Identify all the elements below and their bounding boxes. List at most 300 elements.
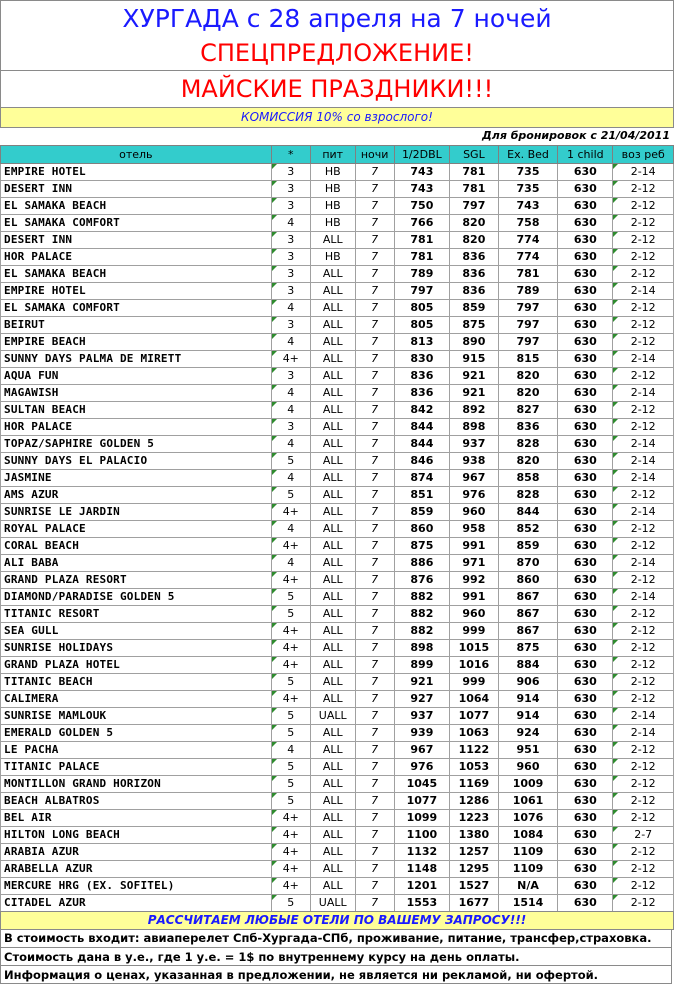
cell-extra-bed-price: 743 (498, 198, 557, 215)
cell-note-marker-icon (613, 470, 618, 475)
cell-half-dbl-price: 1077 (394, 793, 449, 810)
table-row (1, 572, 674, 589)
cell-stars: 4+ (271, 623, 310, 640)
cell-child-age: 2-12 (613, 317, 674, 334)
cell-extra-bed-price: 852 (498, 521, 557, 538)
cell-child-age: 2-12 (613, 334, 674, 351)
cell-child-age: 2-12 (613, 674, 674, 691)
cell-meal-plan: HB (310, 249, 355, 266)
cell-child-price: 630 (558, 844, 613, 861)
cell-note-marker-icon (613, 810, 618, 815)
cell-note-marker-icon (613, 198, 618, 203)
cell-hotel-name: ARABELLA AZUR (1, 861, 272, 878)
cell-note-marker-icon (272, 487, 277, 492)
cell-note-marker-icon (272, 164, 277, 169)
cell-nights: 7 (355, 487, 394, 504)
table-row (1, 368, 674, 385)
cell-meal-plan: ALL (310, 759, 355, 776)
cell-stars: 5 (271, 759, 310, 776)
cell-extra-bed-price: 914 (498, 708, 557, 725)
cell-hotel-name: EMPIRE HOTEL (1, 164, 272, 181)
custom-quote-banner: РАССЧИТАЕМ ЛЮБЫЕ ОТЕЛИ ПО ВАШЕМУ ЗАПРОСУ!!! (0, 911, 674, 930)
cell-hotel-name: HILTON LONG BEACH (1, 827, 272, 844)
cell-sgl-price: 1223 (449, 810, 498, 827)
cell-extra-bed-price: 828 (498, 436, 557, 453)
cell-child-price: 630 (558, 385, 613, 402)
cell-half-dbl-price: 766 (394, 215, 449, 232)
cell-meal-plan: ALL (310, 555, 355, 572)
cell-meal-plan: ALL (310, 606, 355, 623)
cell-hotel-name: EL SAMAKA COMFORT (1, 215, 272, 232)
cell-sgl-price: 999 (449, 623, 498, 640)
table-row (1, 810, 674, 827)
table-row (1, 470, 674, 487)
cell-half-dbl-price: 789 (394, 266, 449, 283)
column-header-child: 1 child (558, 146, 613, 164)
table-row (1, 266, 674, 283)
cell-child-age: 2-12 (613, 402, 674, 419)
cell-stars: 5 (271, 453, 310, 470)
cell-stars: 4 (271, 470, 310, 487)
cell-meal-plan: ALL (310, 470, 355, 487)
cell-nights: 7 (355, 555, 394, 572)
cell-hotel-name: AQUA FUN (1, 368, 272, 385)
cell-hotel-name: DESERT INN (1, 232, 272, 249)
cell-sgl-price: 921 (449, 385, 498, 402)
cell-half-dbl-price: 927 (394, 691, 449, 708)
cell-note-marker-icon (613, 878, 618, 883)
cell-child-age: 2-12 (613, 181, 674, 198)
cell-sgl-price: 991 (449, 538, 498, 555)
cell-note-marker-icon (272, 521, 277, 526)
cell-sgl-price: 1016 (449, 657, 498, 674)
cell-note-marker-icon (613, 793, 618, 798)
cell-note-marker-icon (272, 453, 277, 458)
cell-nights: 7 (355, 266, 394, 283)
cell-child-price: 630 (558, 674, 613, 691)
cell-half-dbl-price: 836 (394, 385, 449, 402)
cell-stars: 4 (271, 402, 310, 419)
cell-half-dbl-price: 937 (394, 708, 449, 725)
cell-half-dbl-price: 860 (394, 521, 449, 538)
cell-stars: 5 (271, 708, 310, 725)
cell-stars: 5 (271, 606, 310, 623)
cell-child-price: 630 (558, 164, 613, 181)
price-table (0, 145, 674, 912)
cell-hotel-name: DIAMOND/PARADISE GOLDEN 5 (1, 589, 272, 606)
cell-note-marker-icon (613, 827, 618, 832)
table-row (1, 232, 674, 249)
cell-meal-plan: ALL (310, 878, 355, 895)
table-row (1, 589, 674, 606)
cell-child-price: 630 (558, 351, 613, 368)
cell-nights: 7 (355, 725, 394, 742)
cell-stars: 4 (271, 215, 310, 232)
cell-nights: 7 (355, 402, 394, 419)
cell-child-price: 630 (558, 691, 613, 708)
cell-sgl-price: 992 (449, 572, 498, 589)
cell-hotel-name: EMERALD GOLDEN 5 (1, 725, 272, 742)
cell-hotel-name: MERCURE HRG (EX. SOFITEL) (1, 878, 272, 895)
cell-hotel-name: HOR PALACE (1, 249, 272, 266)
cell-note-marker-icon (613, 266, 618, 271)
table-row (1, 351, 674, 368)
cell-sgl-price: 1257 (449, 844, 498, 861)
cell-child-price: 630 (558, 589, 613, 606)
cell-half-dbl-price: 1099 (394, 810, 449, 827)
cell-sgl-price: 1122 (449, 742, 498, 759)
cell-stars: 4+ (271, 351, 310, 368)
cell-note-marker-icon (272, 572, 277, 577)
cell-child-price: 630 (558, 181, 613, 198)
cell-hotel-name: SUNRISE LE JARDIN (1, 504, 272, 521)
column-header-meal: пит (310, 146, 355, 164)
cell-note-marker-icon (272, 793, 277, 798)
cell-half-dbl-price: 781 (394, 232, 449, 249)
cell-extra-bed-price: 867 (498, 589, 557, 606)
cell-half-dbl-price: 886 (394, 555, 449, 572)
cell-child-price: 630 (558, 453, 613, 470)
cell-child-price: 630 (558, 742, 613, 759)
cell-sgl-price: 960 (449, 504, 498, 521)
cell-meal-plan: ALL (310, 436, 355, 453)
cell-note-marker-icon (272, 232, 277, 237)
cell-half-dbl-price: 836 (394, 368, 449, 385)
cell-note-marker-icon (613, 691, 618, 696)
cell-meal-plan: ALL (310, 725, 355, 742)
cell-sgl-price: 971 (449, 555, 498, 572)
cell-child-price: 630 (558, 215, 613, 232)
cell-sgl-price: 836 (449, 266, 498, 283)
cell-hotel-name: EMPIRE BEACH (1, 334, 272, 351)
cell-hotel-name: LE PACHA (1, 742, 272, 759)
cell-child-age: 2-14 (613, 453, 674, 470)
cell-extra-bed-price: 789 (498, 283, 557, 300)
cell-half-dbl-price: 876 (394, 572, 449, 589)
cell-child-age: 2-14 (613, 555, 674, 572)
cell-stars: 4+ (271, 844, 310, 861)
cell-half-dbl-price: 976 (394, 759, 449, 776)
includes-note: В стоимость входит: авиаперелет Спб-Хургада-СПб, проживание, питание, трансфер,страховка. (0, 929, 672, 948)
cell-child-price: 630 (558, 640, 613, 657)
cell-meal-plan: ALL (310, 742, 355, 759)
cell-child-age: 2-12 (613, 895, 674, 912)
cell-half-dbl-price: 805 (394, 300, 449, 317)
table-row (1, 776, 674, 793)
cell-note-marker-icon (272, 555, 277, 560)
cell-note-marker-icon (272, 215, 277, 220)
cell-hotel-name: HOR PALACE (1, 419, 272, 436)
cell-child-age: 2-12 (613, 623, 674, 640)
cell-hotel-name: SUNRISE MAMLOUK (1, 708, 272, 725)
cell-child-price: 630 (558, 759, 613, 776)
cell-stars: 4 (271, 334, 310, 351)
cell-extra-bed-price: 774 (498, 232, 557, 249)
cell-nights: 7 (355, 334, 394, 351)
table-row (1, 436, 674, 453)
cell-sgl-price: 1380 (449, 827, 498, 844)
cell-stars: 4 (271, 742, 310, 759)
cell-stars: 4+ (271, 572, 310, 589)
cell-extra-bed-price: 820 (498, 368, 557, 385)
cell-note-marker-icon (272, 691, 277, 696)
cell-child-age: 2-12 (613, 266, 674, 283)
cell-meal-plan: ALL (310, 844, 355, 861)
cell-child-price: 630 (558, 895, 613, 912)
cell-note-marker-icon (272, 470, 277, 475)
cell-extra-bed-price: 774 (498, 249, 557, 266)
cell-note-marker-icon (272, 878, 277, 883)
cell-half-dbl-price: 844 (394, 419, 449, 436)
cell-nights: 7 (355, 198, 394, 215)
cell-half-dbl-price: 859 (394, 504, 449, 521)
table-row (1, 759, 674, 776)
cell-sgl-price: 781 (449, 181, 498, 198)
cell-nights: 7 (355, 453, 394, 470)
cell-child-age: 2-12 (613, 232, 674, 249)
cell-note-marker-icon (613, 606, 618, 611)
cell-extra-bed-price: 914 (498, 691, 557, 708)
cell-nights: 7 (355, 589, 394, 606)
cell-stars: 4 (271, 555, 310, 572)
cell-extra-bed-price: 859 (498, 538, 557, 555)
cell-meal-plan: ALL (310, 793, 355, 810)
cell-child-age: 2-12 (613, 691, 674, 708)
cell-nights: 7 (355, 521, 394, 538)
cell-nights: 7 (355, 623, 394, 640)
table-row (1, 657, 674, 674)
table-row (1, 487, 674, 504)
table-row (1, 555, 674, 572)
cell-extra-bed-price: 867 (498, 606, 557, 623)
cell-extra-bed-price: 1109 (498, 861, 557, 878)
cell-half-dbl-price: 1045 (394, 776, 449, 793)
cell-meal-plan: ALL (310, 640, 355, 657)
table-row (1, 538, 674, 555)
cell-nights: 7 (355, 861, 394, 878)
cell-note-marker-icon (613, 759, 618, 764)
cell-hotel-name: AMS AZUR (1, 487, 272, 504)
column-header-nights: ночи (355, 146, 394, 164)
cell-stars: 4+ (271, 657, 310, 674)
cell-sgl-price: 976 (449, 487, 498, 504)
cell-nights: 7 (355, 538, 394, 555)
table-row (1, 793, 674, 810)
cell-stars: 4 (271, 521, 310, 538)
cell-note-marker-icon (272, 589, 277, 594)
cell-nights: 7 (355, 776, 394, 793)
cell-note-marker-icon (613, 453, 618, 458)
cell-child-age: 2-12 (613, 742, 674, 759)
cell-meal-plan: ALL (310, 453, 355, 470)
cell-note-marker-icon (613, 725, 618, 730)
cell-hotel-name: BEIRUT (1, 317, 272, 334)
cell-hotel-name: MONTILLON GRAND HORIZON (1, 776, 272, 793)
cell-note-marker-icon (272, 895, 277, 900)
cell-sgl-price: 892 (449, 402, 498, 419)
cell-extra-bed-price: 815 (498, 351, 557, 368)
table-row (1, 878, 674, 895)
cell-extra-bed-price: 797 (498, 334, 557, 351)
cell-extra-bed-price: 820 (498, 453, 557, 470)
cell-child-age: 2-12 (613, 844, 674, 861)
table-row (1, 844, 674, 861)
cell-extra-bed-price: 844 (498, 504, 557, 521)
cell-child-age: 2-14 (613, 351, 674, 368)
cell-stars: 4+ (271, 640, 310, 657)
cell-nights: 7 (355, 606, 394, 623)
cell-note-marker-icon (613, 334, 618, 339)
table-row (1, 674, 674, 691)
cell-hotel-name: EL SAMAKA BEACH (1, 266, 272, 283)
disclaimer-note: Информация о ценах, указанная в предложении, не является ни рекламой, ни офертой. (0, 966, 672, 984)
cell-nights: 7 (355, 504, 394, 521)
cell-sgl-price: 1677 (449, 895, 498, 912)
cell-sgl-price: 820 (449, 232, 498, 249)
cell-note-marker-icon (272, 810, 277, 815)
cell-child-price: 630 (558, 725, 613, 742)
table-row (1, 691, 674, 708)
cell-nights: 7 (355, 249, 394, 266)
cell-meal-plan: ALL (310, 623, 355, 640)
cell-half-dbl-price: 844 (394, 436, 449, 453)
cell-child-age: 2-12 (613, 878, 674, 895)
cell-child-age: 2-12 (613, 300, 674, 317)
cell-extra-bed-price: 860 (498, 572, 557, 589)
cell-stars: 3 (271, 198, 310, 215)
cell-meal-plan: HB (310, 181, 355, 198)
cell-nights: 7 (355, 181, 394, 198)
cell-note-marker-icon (613, 504, 618, 509)
cell-nights: 7 (355, 691, 394, 708)
cell-note-marker-icon (272, 334, 277, 339)
cell-sgl-price: 820 (449, 215, 498, 232)
cell-hotel-name: CITADEL AZUR (1, 895, 272, 912)
cell-extra-bed-price: 858 (498, 470, 557, 487)
cell-stars: 5 (271, 487, 310, 504)
cell-sgl-price: 836 (449, 283, 498, 300)
cell-hotel-name: TOPAZ/SAPHIRE GOLDEN 5 (1, 436, 272, 453)
cell-note-marker-icon (613, 283, 618, 288)
cell-meal-plan: ALL (310, 385, 355, 402)
cell-child-age: 2-14 (613, 283, 674, 300)
cell-half-dbl-price: 1100 (394, 827, 449, 844)
cell-stars: 4 (271, 436, 310, 453)
cell-child-price: 630 (558, 861, 613, 878)
commission-note: КОМИССИЯ 10% со взрослого! (0, 108, 674, 128)
cell-meal-plan: ALL (310, 351, 355, 368)
cell-sgl-price: 938 (449, 453, 498, 470)
cell-meal-plan: ALL (310, 419, 355, 436)
cell-extra-bed-price: 875 (498, 640, 557, 657)
table-row (1, 742, 674, 759)
cell-extra-bed-price: 828 (498, 487, 557, 504)
cell-note-marker-icon (272, 317, 277, 322)
cell-note-marker-icon (613, 844, 618, 849)
cell-note-marker-icon (272, 742, 277, 747)
column-header-hotel: отель (1, 146, 272, 164)
table-row (1, 215, 674, 232)
cell-sgl-price: 991 (449, 589, 498, 606)
column-header-sgl: SGL (449, 146, 498, 164)
cell-child-price: 630 (558, 402, 613, 419)
cell-half-dbl-price: 743 (394, 181, 449, 198)
cell-half-dbl-price: 882 (394, 589, 449, 606)
table-row (1, 249, 674, 266)
page-title: ХУРГАДА с 28 апреля на 7 ночей (0, 0, 674, 37)
cell-child-price: 630 (558, 266, 613, 283)
cell-hotel-name: GRAND PLAZA RESORT (1, 572, 272, 589)
cell-child-price: 630 (558, 504, 613, 521)
cell-note-marker-icon (272, 266, 277, 271)
cell-child-price: 630 (558, 436, 613, 453)
cell-note-marker-icon (613, 538, 618, 543)
cell-meal-plan: ALL (310, 283, 355, 300)
cell-stars: 4+ (271, 827, 310, 844)
cell-extra-bed-price: 735 (498, 181, 557, 198)
cell-child-age: 2-14 (613, 164, 674, 181)
cell-note-marker-icon (613, 164, 618, 169)
cell-child-price: 630 (558, 317, 613, 334)
cell-meal-plan: ALL (310, 691, 355, 708)
cell-child-age: 2-12 (613, 759, 674, 776)
cell-nights: 7 (355, 419, 394, 436)
cell-stars: 3 (271, 419, 310, 436)
cell-child-age: 2-12 (613, 538, 674, 555)
cell-half-dbl-price: 851 (394, 487, 449, 504)
cell-extra-bed-price: 1084 (498, 827, 557, 844)
cell-meal-plan: ALL (310, 487, 355, 504)
cell-hotel-name: JASMINE (1, 470, 272, 487)
cell-child-price: 630 (558, 368, 613, 385)
cell-hotel-name: SUNRISE HOLIDAYS (1, 640, 272, 657)
cell-nights: 7 (355, 895, 394, 912)
cell-nights: 7 (355, 164, 394, 181)
cell-child-price: 630 (558, 249, 613, 266)
cell-hotel-name: TITANIC PALACE (1, 759, 272, 776)
cell-sgl-price: 781 (449, 164, 498, 181)
cell-stars: 4+ (271, 810, 310, 827)
cell-extra-bed-price: 960 (498, 759, 557, 776)
cell-sgl-price: 960 (449, 606, 498, 623)
cell-nights: 7 (355, 793, 394, 810)
cell-child-age: 2-12 (613, 521, 674, 538)
table-row (1, 861, 674, 878)
cell-child-age: 2-12 (613, 793, 674, 810)
cell-note-marker-icon (613, 351, 618, 356)
column-header-half-dbl: 1/2DBL (394, 146, 449, 164)
cell-stars: 3 (271, 181, 310, 198)
cell-extra-bed-price: 1009 (498, 776, 557, 793)
cell-note-marker-icon (613, 249, 618, 254)
cell-stars: 5 (271, 589, 310, 606)
cell-extra-bed-price: 906 (498, 674, 557, 691)
cell-child-age: 2-14 (613, 725, 674, 742)
cell-nights: 7 (355, 300, 394, 317)
cell-extra-bed-price: 820 (498, 385, 557, 402)
cell-note-marker-icon (613, 861, 618, 866)
cell-sgl-price: 875 (449, 317, 498, 334)
cell-child-age: 2-14 (613, 470, 674, 487)
cell-child-price: 630 (558, 300, 613, 317)
cell-half-dbl-price: 1201 (394, 878, 449, 895)
cell-note-marker-icon (613, 317, 618, 322)
cell-note-marker-icon (613, 776, 618, 781)
cell-note-marker-icon (272, 419, 277, 424)
cell-note-marker-icon (272, 436, 277, 441)
cell-sgl-price: 1295 (449, 861, 498, 878)
cell-sgl-price: 1064 (449, 691, 498, 708)
